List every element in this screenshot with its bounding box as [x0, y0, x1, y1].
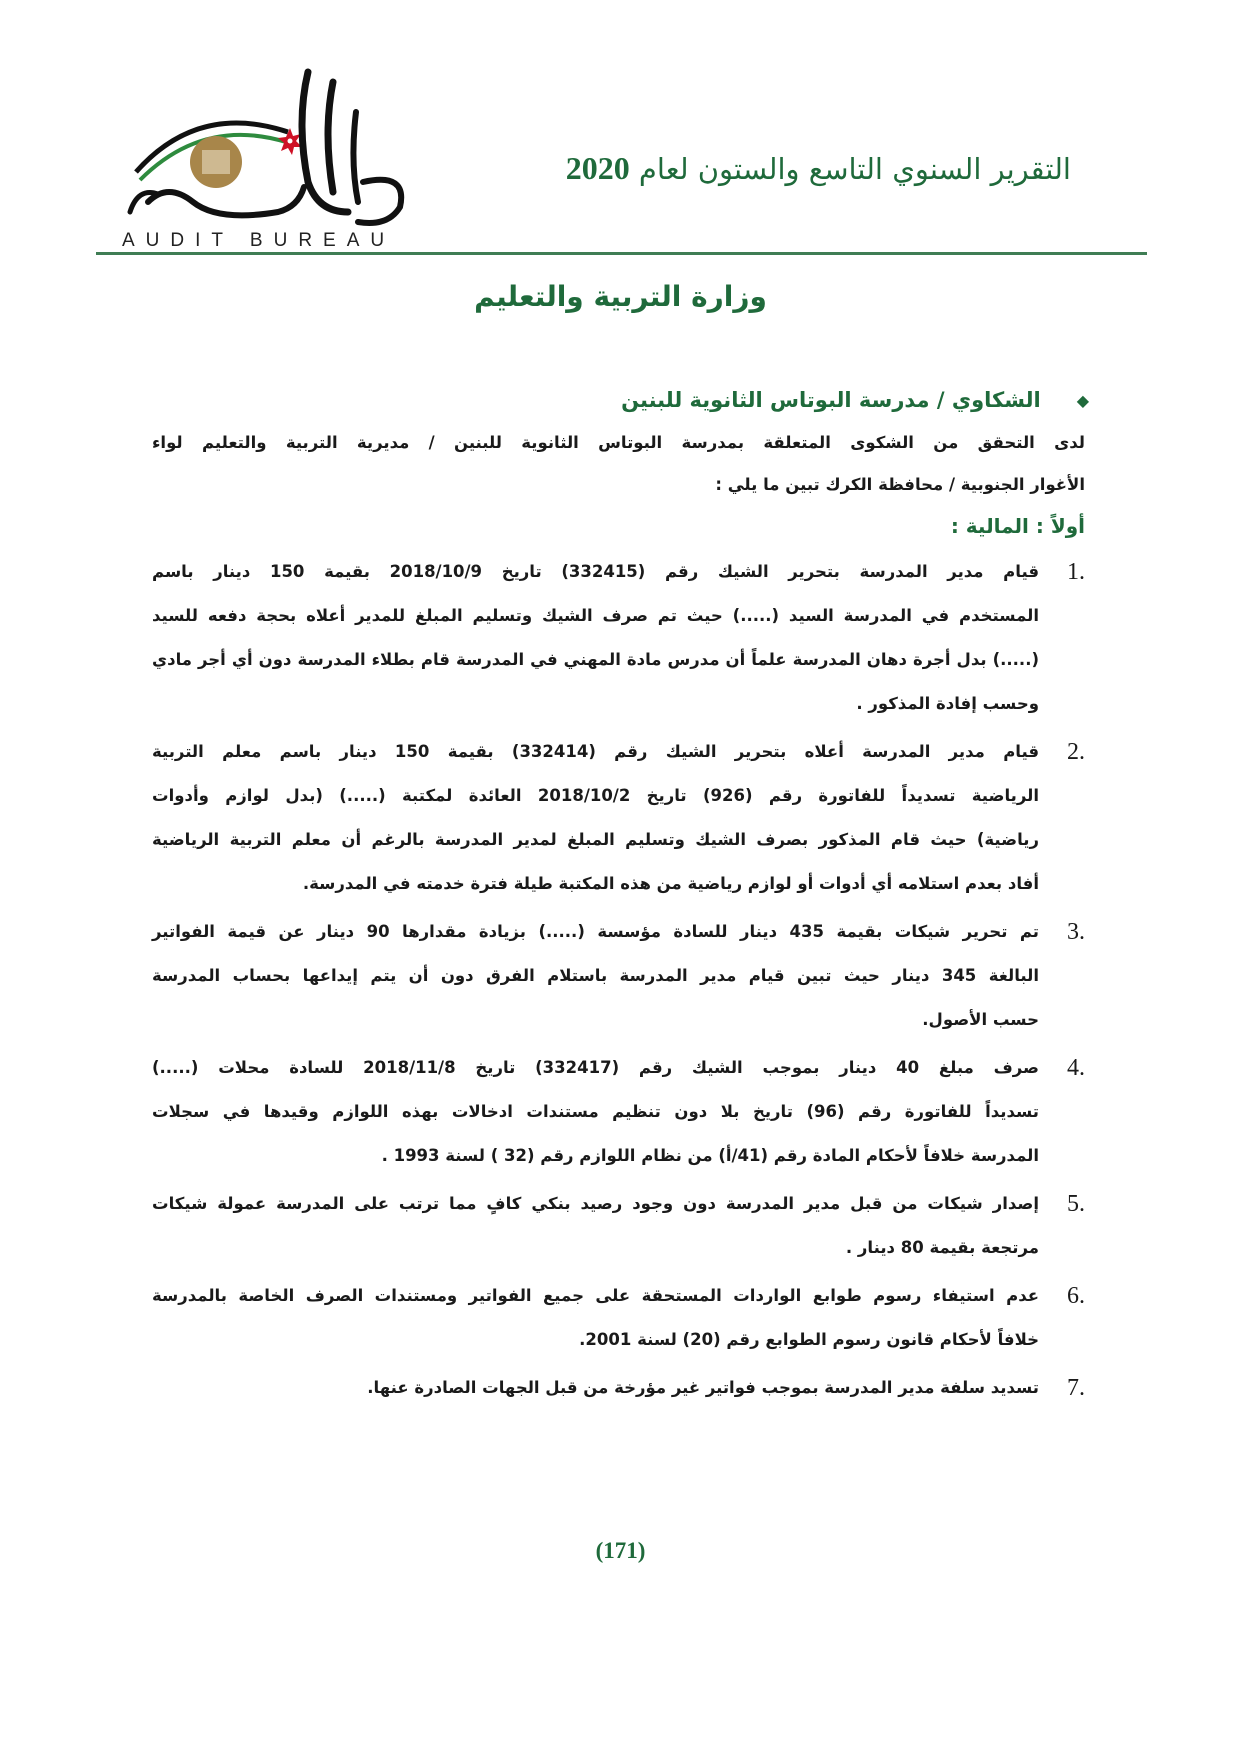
item-line: عدم استيفاء رسوم طوابع الواردات المستحقة على جميع الفواتير ومستندات الصرف الخاصة بالمدرسة [152, 1286, 1039, 1305]
header-divider [96, 252, 1147, 255]
item-line: مرتجعة بقيمة 80 دينار . [845, 1238, 1039, 1257]
report-title-text: التقرير السنوي التاسع والستون لعام [638, 152, 1071, 186]
audit-bureau-logo [118, 62, 418, 252]
item-line: رياضية) حيث قام المذكور بصرف الشيك وتسليم المبلغ لمدير المدرسة بالرغم أن معلم التربية الرياضية [152, 830, 1039, 849]
finding-item [152, 1046, 1085, 1178]
item-line: المستخدم في المدرسة السيد (.....) حيث تم صرف الشيك وتسليم المبلغ للمدير أعلاه بحجة دفعه للسيد [152, 606, 1039, 625]
finding-item [152, 910, 1085, 1042]
item-text [152, 550, 1039, 726]
diamond-bullet-icon: ◆ [1076, 390, 1089, 410]
report-title [566, 150, 1071, 187]
item-number: 3. [1067, 919, 1085, 945]
item-line: وحسب إفادة المذكور . [856, 694, 1039, 713]
item-line: صرف مبلغ 40 دينار بموجب الشيك رقم (332417) تاريخ 2018/11/8 للسادة محلات (.....) [152, 1058, 1039, 1077]
ministry-title: وزارة التربية والتعليم [474, 280, 767, 313]
item-line: حسب الأصول. [922, 1010, 1039, 1029]
item-text [152, 730, 1039, 906]
intro-line: لدى التحقق من الشكوى المتعلقة بمدرسة البوتاس الثانوية للبنين / مديرية التربية والتعليم لواء [152, 433, 1085, 452]
item-line: الرياضية تسديداً للفاتورة رقم (926) تاريخ 2018/10/2 العائدة لمكتبة (.....) (بدل لوازم وأدوات [152, 786, 1039, 805]
item-number: 6. [1067, 1283, 1085, 1309]
item-line: المدرسة خلافاً لأحكام المادة رقم (41/أ) من نظام اللوازم رقم (32 ) لسنة 1993 . [381, 1146, 1039, 1165]
item-line: البالغة 345 دينار حيث تبين قيام مدير المدرسة باستلام الفرق دون أن يتم إيداعها بحساب المدرسة [152, 966, 1039, 985]
item-line: أفاد بعدم استلامه أي أدوات أو لوازم رياضية من هذه المكتبة طيلة فترة خدمته في المدرسة. [302, 874, 1039, 893]
section-heading-text: الشكاوي / مدرسة البوتاس الثانوية للبنين [621, 388, 1041, 412]
item-line: إصدار شيكات من قبل مدير المدرسة دون وجود رصيد بنكي كافٍ مما ترتب على المدرسة عمولة شيكات [152, 1194, 1039, 1213]
section-heading [152, 380, 1089, 420]
item-text [152, 1366, 1039, 1410]
item-text [152, 910, 1039, 1042]
finding-item [152, 1366, 1085, 1410]
item-number: 4. [1067, 1055, 1085, 1081]
item-line: (.....) بدل أجرة دهان المدرسة علماً أن مدرس مادة المهني في المدرسة قام بطلاء المدرسة دون أي أجر مادي [152, 650, 1039, 669]
page-number: (171) [595, 1538, 646, 1563]
sub-heading-financial: أولاً : المالية : [950, 514, 1085, 538]
finding-item [152, 1182, 1085, 1270]
item-number: 1. [1067, 559, 1085, 585]
findings-list [152, 550, 1085, 1410]
item-line: تسديداً للفاتورة رقم (96) تاريخ بلا دون تنظيم مستندات ادخالات بهذه اللوازم وقيدها في سجلات [152, 1102, 1039, 1121]
document-body [152, 380, 1089, 1414]
item-text [152, 1182, 1039, 1270]
item-number: 2. [1067, 739, 1085, 765]
item-line: تم تحرير شيكات بقيمة 435 دينار للسادة مؤسسة (.....) بزيادة مقدارها 90 دينار عن قيمة الفواتير [152, 922, 1039, 941]
intro-line: الأغوار الجنوبية / محافظة الكرك تبين ما يلي : [715, 475, 1085, 494]
item-number: 5. [1067, 1191, 1085, 1217]
logo-caption: AUDIT BUREAU [122, 230, 396, 251]
logo-emblem-icon [118, 62, 418, 252]
item-line: قيام مدير المدرسة أعلاه بتحرير الشيك رقم (332414) بقيمة 150 دينار باسم معلم التربية [152, 742, 1040, 761]
item-line: خلافاً لأحكام قانون رسوم الطوابع رقم (20) لسنة 2001. [579, 1330, 1039, 1349]
intro-paragraph [152, 422, 1085, 506]
item-number: 7. [1067, 1375, 1085, 1401]
finding-item [152, 730, 1085, 906]
item-line: قيام مدير المدرسة بتحرير الشيك رقم (332415) تاريخ 2018/10/9 بقيمة 150 دينار باسم [152, 562, 1040, 581]
item-text [152, 1046, 1039, 1178]
item-text [152, 1274, 1039, 1362]
report-year: 2020 [565, 150, 630, 186]
finding-item [152, 550, 1085, 726]
finding-item [152, 1274, 1085, 1362]
item-line: تسديد سلفة مدير المدرسة بموجب فواتير غير مؤرخة من قبل الجهات الصادرة عنها. [367, 1378, 1039, 1397]
